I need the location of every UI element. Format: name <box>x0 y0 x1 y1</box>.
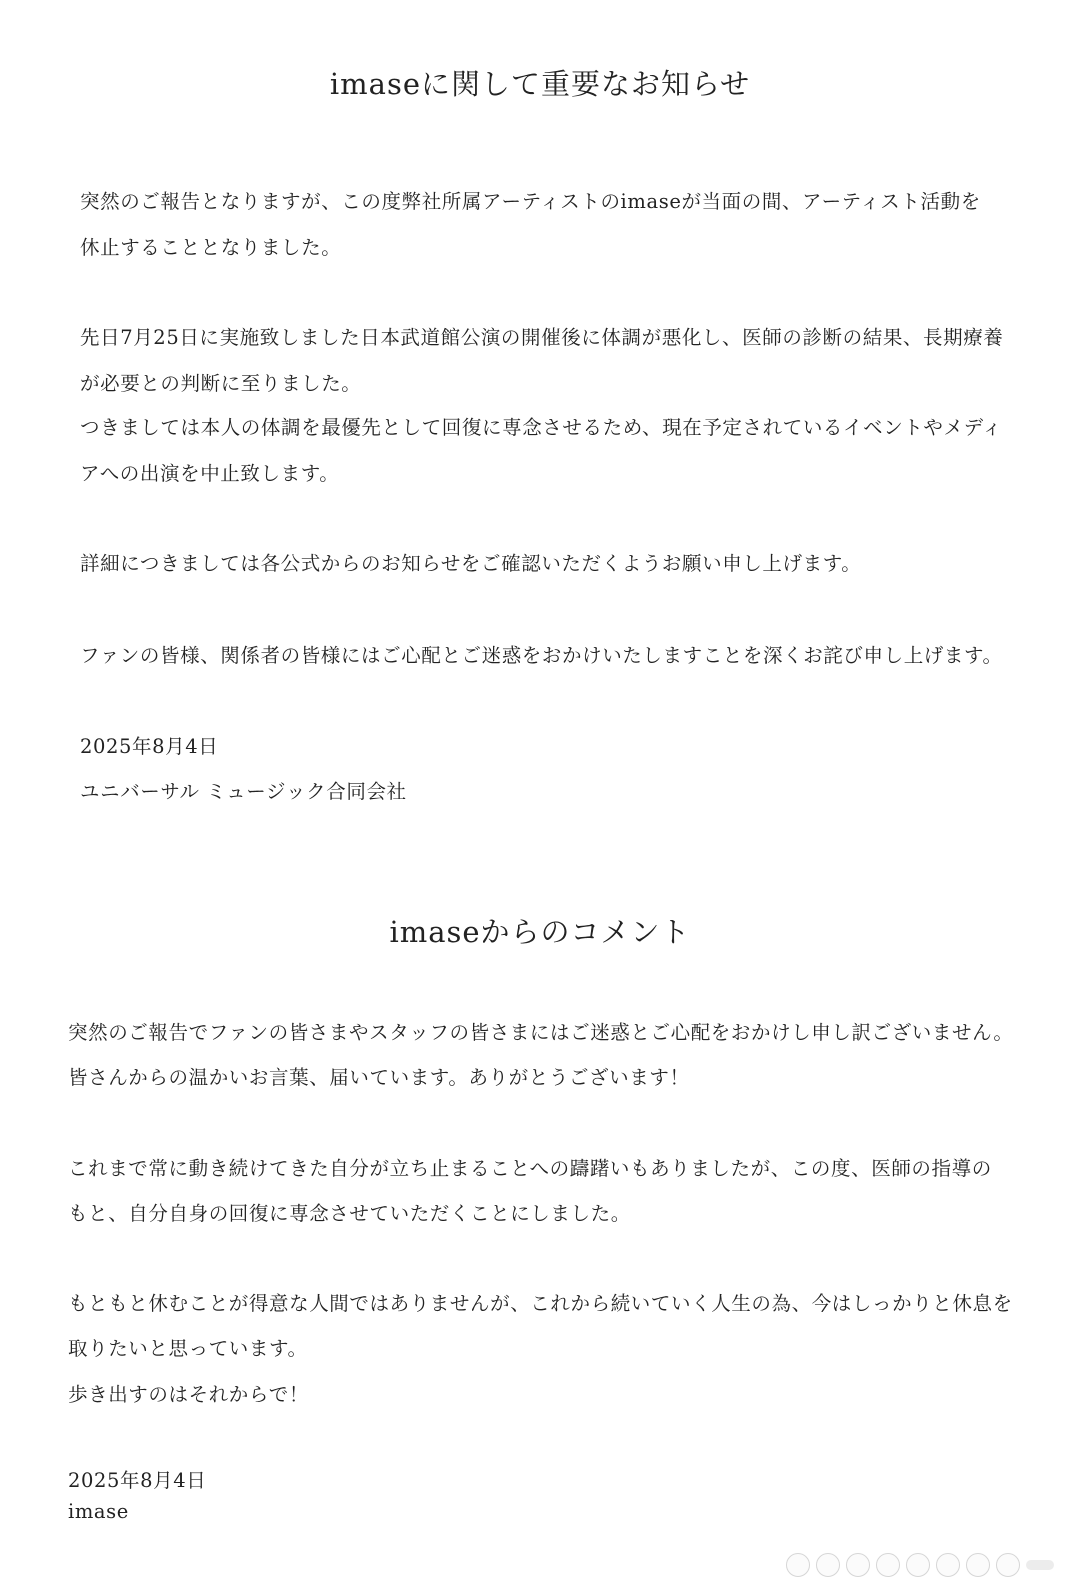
comment-title: imaseからのコメント <box>389 915 691 949</box>
notice-company: ユニバーサル ミュージック合同会社 <box>80 780 407 803</box>
watermark-dot-icon <box>846 1553 870 1577</box>
comment-paragraph-line: 取りたいと思っています。 <box>68 1337 308 1360</box>
watermark-dot-icon <box>786 1553 810 1577</box>
comment-paragraph-line: 皆さんからの温かいお言葉、届いています。ありがとうございます！ <box>68 1066 690 1089</box>
comment-date: 2025年8月4日 <box>68 1469 207 1492</box>
watermark-tail <box>1026 1560 1054 1570</box>
notice-paragraph-line: アへの出演を中止致します。 <box>80 462 340 485</box>
watermark-dot-icon <box>936 1553 960 1577</box>
watermark-dot-icon <box>876 1553 900 1577</box>
notice-paragraph-line: 先日7月25日に実施致しました日本武道館公演の開催後に体調が悪化し、医師の診断の結果、長期療養 <box>80 326 1004 349</box>
notice-paragraph-line: 突然のご報告となりますが、この度弊社所属アーティストのimaseが当面の間、アーティスト活動を <box>80 190 981 213</box>
notice-date: 2025年8月4日 <box>80 735 219 758</box>
comment-paragraph-line: 突然のご報告でファンの皆さまやスタッフの皆さまにはご迷惑とご心配をおかけし申し訳ございません。 <box>68 1021 1014 1044</box>
watermark-dot-icon <box>816 1553 840 1577</box>
notice-paragraph-line: ファンの皆様、関係者の皆様にはご心配とご迷惑をおかけいたしますことを深くお詫び申し上げます。 <box>80 644 1003 667</box>
notice-paragraph-line: つきましては本人の体調を最優先として回復に専念させるため、現在予定されているイベントやメディ <box>80 416 1003 439</box>
notice-paragraph-line: が必要との判断に至りました。 <box>80 372 362 395</box>
notice-paragraph-line: 詳細につきましては各公式からのお知らせをご確認いただくようお願い申し上げます。 <box>80 552 862 575</box>
comment-paragraph-line: 歩き出すのはそれからで！ <box>68 1383 310 1406</box>
comment-paragraph-line: もと、自分自身の回復に専念させていただくことにしました。 <box>68 1202 631 1225</box>
watermark-dot-icon <box>906 1553 930 1577</box>
comment-paragraph-line: もともと休むことが得意な人間ではありませんが、これから続いていく人生の為、今はしっかりと休息を <box>68 1292 1013 1315</box>
comment-paragraph-line: これまで常に動き続けてきた自分が立ち止まることへの躊躇いもありましたが、この度、医師の指導の <box>68 1157 992 1180</box>
watermark-dot-icon <box>996 1553 1020 1577</box>
notice-paragraph-line: 休止することとなりました。 <box>80 236 342 259</box>
watermark <box>786 1553 1054 1577</box>
notice-title: imaseに関して重要なお知らせ <box>329 67 751 101</box>
watermark-dot-icon <box>966 1553 990 1577</box>
comment-signature: imase <box>68 1500 129 1523</box>
